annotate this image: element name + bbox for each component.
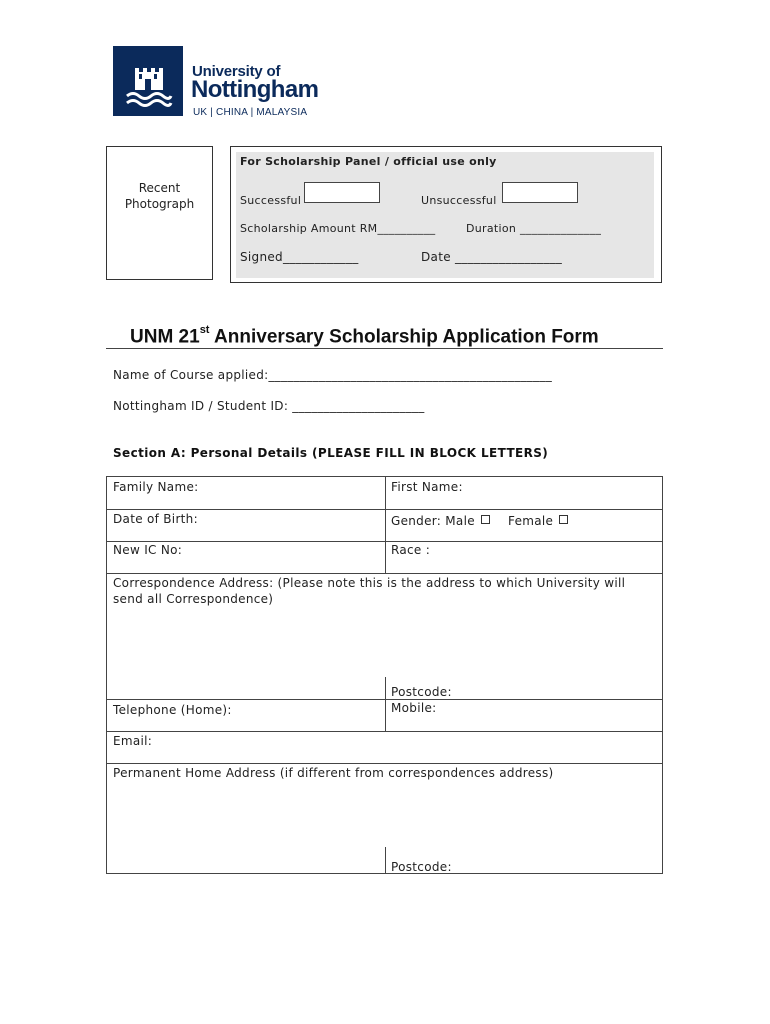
successful-label: Successful bbox=[240, 194, 302, 207]
university-crest-icon bbox=[113, 46, 183, 116]
duration-field[interactable]: Duration ______________ bbox=[466, 222, 602, 235]
photo-label-line2: Photograph bbox=[124, 197, 195, 211]
family-name-field[interactable]: Family Name: bbox=[113, 480, 199, 494]
form-title: UNM 21st Anniversary Scholarship Application Form bbox=[130, 324, 599, 348]
successful-box[interactable] bbox=[304, 182, 380, 203]
gender-male-label: Gender: Male bbox=[391, 514, 475, 528]
signed-field[interactable]: Signed____________ bbox=[240, 250, 359, 264]
permanent-postcode-field[interactable]: Postcode: bbox=[391, 860, 452, 874]
scholarship-amount-field[interactable]: Scholarship Amount RM__________ bbox=[240, 222, 436, 235]
telephone-home-field[interactable]: Telephone (Home): bbox=[113, 703, 232, 717]
recent-photograph-box[interactable] bbox=[106, 146, 213, 280]
logo-text-campuses: UK | CHINA | MALAYSIA bbox=[193, 107, 308, 118]
logo-text-nottingham: Nottingham bbox=[191, 76, 319, 103]
date-of-birth-field[interactable]: Date of Birth: bbox=[113, 512, 198, 526]
gender-female-label: Female bbox=[508, 514, 554, 528]
mobile-field[interactable]: Mobile: bbox=[391, 701, 437, 715]
gender-field bbox=[391, 514, 568, 528]
unsuccessful-label: Unsuccessful bbox=[421, 194, 497, 207]
date-field[interactable]: Date _________________ bbox=[421, 250, 563, 264]
photo-label-line1: Recent bbox=[138, 181, 181, 195]
section-a-heading: Section A: Personal Details (PLEASE FILL IN BLOCK LETTERS) bbox=[113, 446, 549, 460]
male-checkbox[interactable] bbox=[481, 515, 490, 524]
female-checkbox[interactable] bbox=[559, 515, 568, 524]
correspondence-address-label-line1: Correspondence Address: (Please note this is the address to which University will bbox=[113, 576, 626, 590]
course-applied-field[interactable]: Name of Course applied:_____________________________________________ bbox=[113, 368, 553, 382]
logo-text-university-of: University of bbox=[192, 63, 281, 80]
unsuccessful-box[interactable] bbox=[502, 182, 578, 203]
official-use-heading: For Scholarship Panel / official use only bbox=[240, 155, 497, 168]
correspondence-address-label-line2: send all Correspondence) bbox=[113, 592, 274, 606]
ic-number-field[interactable]: New IC No: bbox=[113, 543, 183, 557]
student-id-field[interactable]: Nottingham ID / Student ID: _____________________ bbox=[113, 399, 425, 413]
correspondence-postcode-field[interactable]: Postcode: bbox=[391, 685, 452, 699]
race-field[interactable]: Race : bbox=[391, 543, 431, 557]
title-underline bbox=[106, 348, 663, 349]
email-field[interactable]: Email: bbox=[113, 734, 153, 748]
permanent-address-field[interactable]: Permanent Home Address (if different from correspondences address) bbox=[113, 766, 554, 780]
personal-details-table bbox=[106, 476, 663, 874]
first-name-field[interactable]: First Name: bbox=[391, 480, 463, 494]
